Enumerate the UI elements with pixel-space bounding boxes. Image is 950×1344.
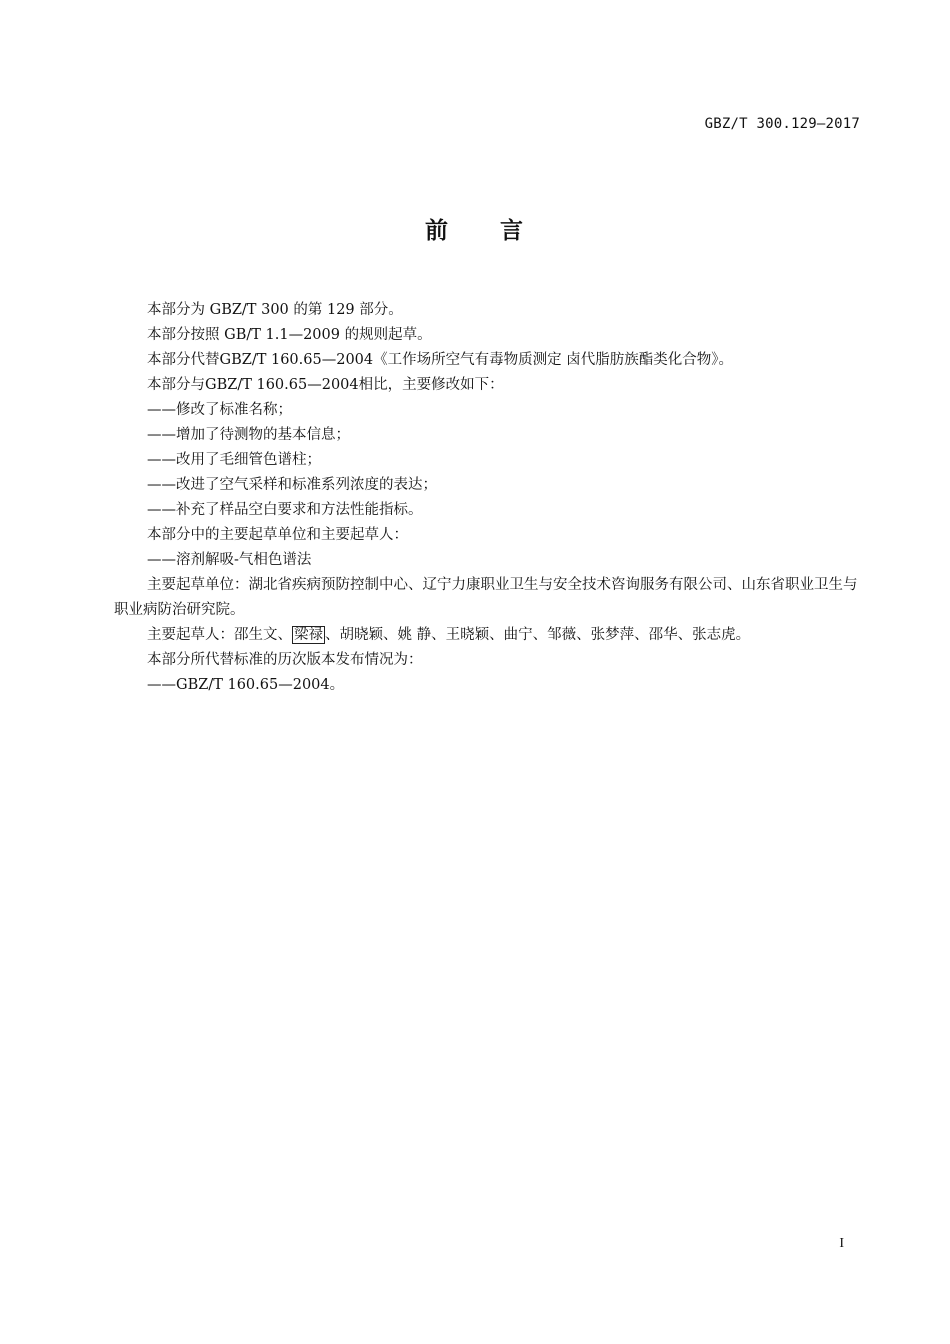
list-item: ——增加了待测物的基本信息； [147, 427, 350, 443]
title-char-2: 言 [500, 218, 525, 244]
preface-body [114, 298, 860, 698]
list-item: ——GBZ/T 160.65—2004。 [147, 677, 345, 693]
paragraph: 本部分按照 GB/T 1.1—2009 的规则起草。 [147, 327, 432, 343]
list-item: ——修改了标准名称； [147, 402, 292, 418]
paragraph: 本部分所代替标准的历次版本发布情况为： [147, 652, 423, 668]
title-char-1: 前 [425, 218, 450, 244]
paragraph: 本部分中的主要起草单位和主要起草人： [147, 527, 408, 543]
list-item: ——改进了空气采样和标准系列浓度的表达； [147, 477, 437, 493]
boxed-name: 梁禄 [294, 627, 323, 643]
drafters-prefix: 主要起草人：邵生文、 [147, 627, 292, 643]
standard-code: GBZ/T 300.129—2017 [704, 116, 860, 132]
drafters-line [114, 623, 860, 648]
drafters-suffix: 、胡晓颖、姚 静、王晓颖、曲宁、邹薇、张梦萍、邵华、张志虎。 [325, 627, 751, 643]
paragraph: 本部分代替GBZ/T 160.65—2004《工作场所空气有毒物质测定 卤代脂肪族酯类化合物》。 [147, 352, 733, 368]
list-item: ——溶剂解吸-气相色谱法 [147, 552, 312, 568]
paragraph: 本部分与GBZ/T 160.65—2004相比，主要修改如下： [147, 377, 504, 393]
drafting-units: 主要起草单位：湖北省疾病预防控制中心、辽宁力康职业卫生与安全技术咨询服务有限公司、山东省职业卫生与职业病防治研究院。 [114, 577, 858, 618]
page-number: I [839, 1236, 844, 1251]
list-item: ——补充了样品空白要求和方法性能指标。 [147, 502, 423, 518]
list-item: ——改用了毛细管色谱柱； [147, 452, 321, 468]
paragraph: 本部分为 GBZ/T 300 的第 129 部分。 [147, 302, 403, 318]
page-title [0, 212, 950, 245]
